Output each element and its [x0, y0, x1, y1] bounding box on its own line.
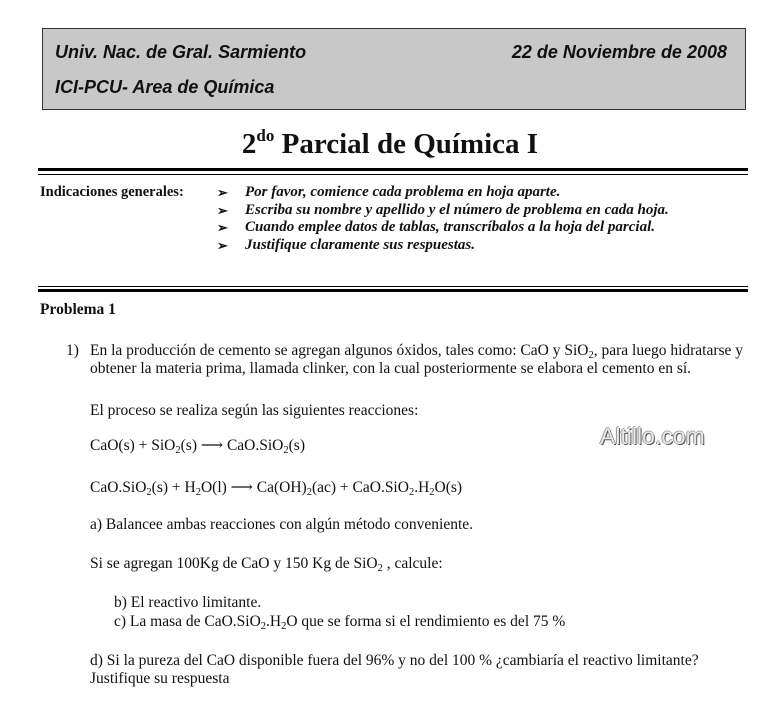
indicaciones-label: Indicaciones generales: — [40, 184, 184, 200]
indicacion-text: Cuando emplee datos de tablas, transcríbalos a la hoja del parcial. — [245, 219, 656, 235]
university-name: Univ. Nac. de Gral. Sarmiento — [55, 42, 307, 62]
arrow-bullet-icon: ➢ — [217, 202, 228, 218]
part-b: b) El reactivo limitante. — [114, 594, 262, 611]
arrow-bullet-icon: ➢ — [217, 220, 228, 235]
title-number: 2 — [241, 128, 257, 160]
indicacion-text: Por favor, comience cada problema en hoja aparte. — [245, 184, 561, 200]
indicacion-text: Escriba su nombre y apellido y el número de problema en cada hoja. — [245, 201, 669, 218]
section-rule-thin — [38, 286, 748, 287]
reaction-1: CaO(s) + SiO$_2$(s) ⟶ CaO.SiO$_2$(s) — [90, 437, 305, 456]
page-title — [0, 128, 780, 161]
list-item — [217, 237, 737, 255]
title-text: Parcial de Química I — [281, 128, 539, 160]
list-item — [217, 219, 737, 237]
arrow-bullet-icon: ➢ — [217, 185, 228, 200]
header-box — [42, 28, 746, 110]
section-rule-thick — [38, 289, 748, 292]
indicacion-text: Justifique claramente sus respuestas. — [245, 236, 476, 253]
given-data: Si se agregan 100Kg de CaO y 150 Kg de SiO$_2$ , calcule: — [90, 555, 443, 574]
part-d: d) Si la pureza del CaO disponible fuera del 96% y no del 100 % ¿cambiaría el reactivo limitante? Justifique su respuesta — [90, 652, 699, 687]
problem-number: 1) — [66, 342, 79, 359]
part-c: c) La masa de $CaO.SiO_2.H_2O$ que se forma si el rendimiento es del 75 % — [114, 613, 566, 632]
title-rule-thin — [38, 174, 748, 175]
title-ordinal-suffix: do — [256, 126, 275, 145]
department-name: ICI-PCU- Area de Química — [55, 77, 275, 97]
title-rule-thick — [38, 168, 748, 171]
watermark: Altillo.com — [600, 423, 705, 449]
problem-heading: Problema 1 — [40, 301, 116, 318]
reaction-2: $CaO.SiO_2(s) + H_2O(l)$ ⟶ $Ca(OH)_2(ac) + CaO.SiO_2.H_2O(s)$ — [90, 479, 463, 498]
problem-intro: En la producción de cemento se agregan algunos óxidos, tales como: CaO y SiO$_2$, para luego hidratarse y obtener la materia prima, llamada clinker, con la cual posteriormente se elabora el cemento en sí. — [90, 342, 744, 377]
list-item — [217, 184, 737, 202]
list-item — [217, 202, 737, 220]
exam-date: 22 de Noviembre de 2008 — [511, 42, 727, 62]
arrow-bullet-icon: ➢ — [217, 237, 228, 253]
problem-intro-2: El proceso se realiza según las siguientes reacciones: — [90, 402, 419, 419]
part-a: a) Balancee ambas reacciones con algún método conveniente. — [90, 516, 474, 533]
indicaciones-list — [217, 184, 737, 254]
